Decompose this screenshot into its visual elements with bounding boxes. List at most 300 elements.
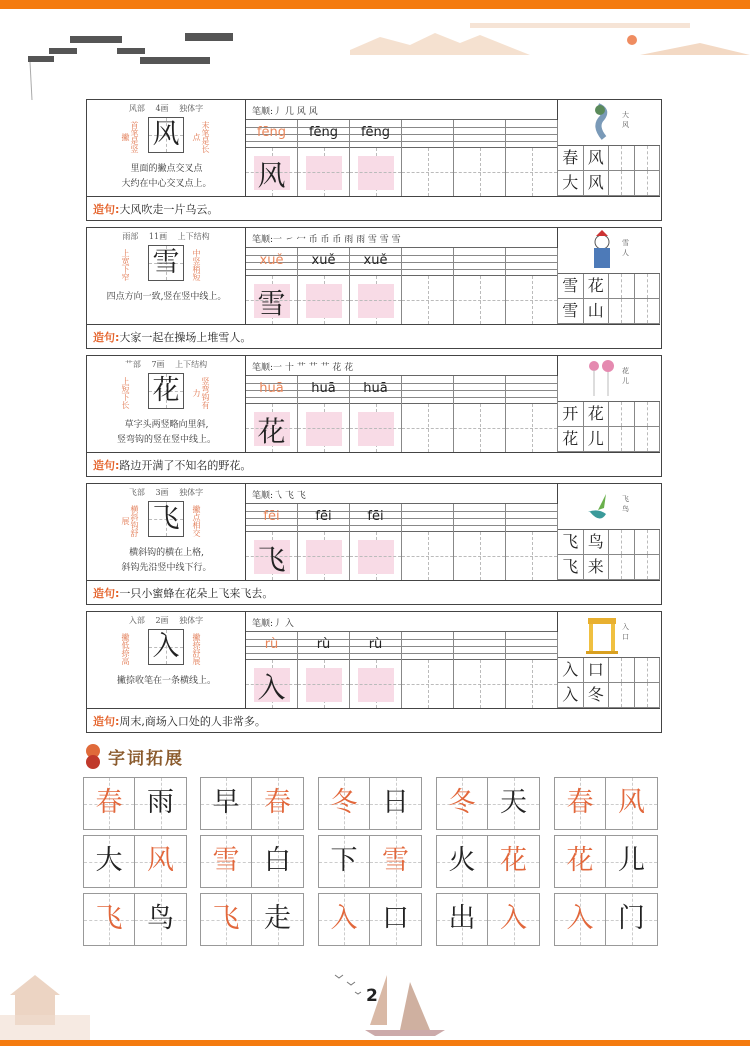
illustration — [558, 356, 660, 402]
writing-cell[interactable] — [350, 660, 402, 708]
word-pair-character — [135, 836, 186, 887]
bottom-bar — [0, 1040, 750, 1046]
word-grid-cell[interactable] — [635, 555, 661, 580]
writing-cell[interactable] — [350, 276, 402, 324]
pinyin-cell[interactable]: rù — [298, 632, 350, 660]
character-card — [86, 355, 662, 477]
word-pair — [554, 835, 658, 888]
trace-character: 入 — [257, 671, 286, 704]
writing-cell[interactable] — [402, 404, 454, 452]
word-grid-cell: 大 — [558, 171, 584, 196]
word-grid-cell[interactable] — [635, 171, 661, 196]
word-grid-cell: 飞 — [558, 530, 584, 555]
word-grid-cell[interactable] — [609, 555, 635, 580]
writing-cell[interactable] — [402, 148, 454, 196]
word-pair — [83, 835, 187, 888]
character: 出 — [448, 903, 476, 934]
stroke-order-sequence: 一 十 艹 艹 艹 花 花 — [273, 363, 354, 373]
word-grid-cell: 花 — [558, 427, 584, 452]
top-bar — [0, 0, 750, 9]
trace-guide — [306, 412, 342, 446]
trace-guide — [358, 540, 394, 574]
word-pair-character — [437, 836, 488, 887]
character: 入 — [500, 903, 527, 934]
character: 门 — [618, 903, 645, 934]
illustration-label: 雪人 — [622, 239, 629, 257]
trace-guide — [306, 156, 342, 190]
pinyin-cell — [402, 120, 454, 148]
stroke-order — [246, 612, 557, 632]
word-pair — [436, 893, 540, 946]
character: 冬 — [330, 787, 358, 818]
writing-cell[interactable] — [298, 404, 350, 452]
word-grid-cell: 山 — [584, 299, 610, 324]
word-grid-cell[interactable] — [609, 658, 635, 683]
pinyin-cell[interactable]: fēng — [298, 120, 350, 148]
word-pair-character — [319, 836, 370, 887]
character-info-panel — [87, 228, 246, 324]
pinyin-cell[interactable]: fēng — [246, 120, 298, 148]
character: 花 — [566, 845, 594, 876]
pinyin-cell[interactable]: huā — [298, 376, 350, 404]
writing-cell[interactable] — [246, 660, 298, 708]
word-grid-cell: 鸟 — [584, 530, 610, 555]
pinyin-cell — [454, 248, 506, 276]
example-sentence — [87, 452, 660, 476]
trace-character: 飞 — [257, 543, 286, 576]
stroke-order-sequence: 丿 几 风 风 — [273, 107, 318, 117]
character: 雨 — [147, 787, 174, 818]
stroke-order-sequence: 一 ㇀ 冖 币 币 币 雨 雨 雪 雪 雪 — [273, 235, 401, 245]
pinyin-row — [246, 504, 558, 532]
example-sentence — [87, 708, 660, 732]
right-writing-tip: 中竖稍短 — [192, 249, 201, 281]
word-pair-character — [252, 836, 303, 887]
writing-cell[interactable] — [350, 532, 402, 580]
sentence-text: 路边开满了不知名的野花。 — [119, 459, 252, 472]
left-writing-tip: 上宽下窄 — [121, 249, 130, 281]
pinyin-cell — [506, 376, 558, 404]
character-card — [86, 611, 662, 733]
left-writing-tip: 撇低捺高 — [121, 633, 130, 665]
character: 春 — [566, 787, 594, 818]
sentence-label: 造句: — [93, 459, 120, 472]
word-grid-cell[interactable] — [635, 683, 661, 708]
writing-tip-line: 草字头两竖略向里斜, — [124, 420, 209, 430]
illustration — [558, 484, 660, 530]
trace-guide — [306, 284, 342, 318]
eaves-decoration — [25, 30, 235, 105]
word-pair — [318, 777, 422, 830]
illustration — [558, 228, 660, 274]
word-grid-cell: 花 — [584, 402, 610, 427]
word-grid-cell: 雪 — [558, 274, 584, 299]
word-grid-cell: 口 — [584, 658, 610, 683]
stroke-order-label: 笔顺: — [252, 619, 274, 629]
writing-tip — [87, 418, 246, 448]
example-sentence — [87, 580, 660, 604]
right-writing-tip: 撇捺舒展 — [192, 633, 201, 665]
writing-tip — [87, 162, 246, 192]
word-pair — [200, 777, 304, 830]
word-panel — [558, 612, 660, 708]
word-pair-character — [135, 894, 186, 945]
character: 花 — [500, 845, 527, 876]
writing-cell[interactable] — [402, 660, 454, 708]
word-pair-character — [555, 894, 606, 945]
word-grid-cell[interactable] — [609, 402, 635, 427]
word-pair — [83, 777, 187, 830]
word-grid-cell[interactable] — [635, 658, 661, 683]
word-pair — [436, 777, 540, 830]
trace-guide — [358, 412, 394, 446]
character: 下 — [330, 845, 358, 876]
illustration-label: 飞鸟 — [622, 495, 629, 513]
writing-cell[interactable] — [506, 276, 558, 324]
character: 白 — [264, 845, 291, 876]
word-pair-character — [252, 894, 303, 945]
trace-guide — [306, 668, 342, 702]
trace-guide — [358, 668, 394, 702]
word-pair-character — [84, 836, 135, 887]
pinyin-cell[interactable]: fēi — [298, 504, 350, 532]
pinyin-cell[interactable]: xuě — [350, 248, 402, 276]
illustration-label: 花儿 — [622, 367, 629, 385]
character: 儿 — [618, 845, 645, 876]
sentence-label: 造句: — [93, 587, 120, 600]
writing-cell[interactable] — [298, 276, 350, 324]
writing-cell[interactable] — [246, 148, 298, 196]
word-grid-cell: 雪 — [558, 299, 584, 324]
writing-cell[interactable] — [402, 532, 454, 580]
word-grid-cell[interactable] — [635, 274, 661, 299]
practice-panel — [246, 228, 558, 324]
character-model-box — [148, 245, 184, 281]
word-pair-character — [555, 778, 606, 829]
left-writing-tip: 首笔是竖撇 — [121, 121, 139, 153]
word-grid-cell: 飞 — [558, 555, 584, 580]
word-pair-character — [84, 778, 135, 829]
character: 春 — [95, 787, 123, 818]
pinyin-cell — [506, 632, 558, 660]
word-panel — [558, 228, 660, 324]
word-panel — [558, 484, 660, 580]
practice-panel — [246, 484, 558, 580]
word-grid-cell[interactable] — [635, 402, 661, 427]
radical-strokes-structure: 风部 4画 独体字 — [128, 104, 204, 113]
word-pair-character — [201, 894, 252, 945]
pinyin-cell — [402, 632, 454, 660]
sentence-label: 造句: — [93, 203, 120, 216]
stroke-order-label: 笔顺: — [252, 363, 274, 373]
model-character: 花 — [152, 375, 180, 406]
sentence-text: 周末,商场入口处的人非常多。 — [119, 715, 266, 728]
word-pair — [436, 835, 540, 888]
word-pair-character — [488, 894, 539, 945]
writing-tip-line: 四点方向一致,竖在竖中线上。 — [106, 292, 227, 302]
right-writing-tip: 撇点相交 — [192, 505, 201, 537]
character-model-box — [148, 117, 184, 153]
pinyin-cell[interactable]: fēng — [350, 120, 402, 148]
pinyin-row — [246, 248, 558, 276]
word-grid-cell[interactable] — [635, 530, 661, 555]
page-number: 2 — [366, 986, 378, 1006]
sentence-text: 一只小蜜蜂在花朵上飞来飞去。 — [119, 587, 274, 600]
word-grid-cell[interactable] — [635, 299, 661, 324]
pinyin-cell — [402, 248, 454, 276]
pinyin-cell — [506, 504, 558, 532]
writing-cell[interactable] — [246, 532, 298, 580]
word-pair-character — [606, 894, 657, 945]
character: 大 — [95, 845, 123, 876]
character: 风 — [147, 845, 174, 876]
word-pair-character — [319, 894, 370, 945]
word-pair-character — [370, 836, 421, 887]
character-info-panel — [87, 356, 246, 452]
writing-cell[interactable] — [298, 148, 350, 196]
pinyin-cell — [454, 632, 506, 660]
writing-tip — [87, 546, 246, 576]
writing-cell[interactable] — [298, 660, 350, 708]
character: 飞 — [95, 903, 123, 934]
pinyin-cell[interactable]: huā — [350, 376, 402, 404]
trace-guide — [358, 156, 394, 190]
stroke-order — [246, 484, 557, 504]
writing-tip-line: 横斜钩的横在上格, — [129, 548, 204, 558]
writing-tip-line: 斜钩先沿竖中线下行。 — [121, 563, 212, 573]
word-grid-cell[interactable] — [609, 530, 635, 555]
word-grid-cell: 花 — [584, 274, 610, 299]
character: 鸟 — [147, 903, 174, 934]
trace-character: 雪 — [257, 287, 286, 320]
snowman-icon — [558, 228, 620, 274]
pinyin-cell — [506, 120, 558, 148]
character-model-box — [148, 501, 184, 537]
pinyin-cell[interactable]: xuě — [298, 248, 350, 276]
sentence-label: 造句: — [93, 331, 120, 344]
word-pair-character — [488, 778, 539, 829]
trace-guide — [306, 540, 342, 574]
pinyin-cell[interactable]: fēi — [246, 504, 298, 532]
writing-cell[interactable] — [506, 148, 558, 196]
pinyin-row — [246, 120, 558, 148]
flower-icon — [558, 356, 620, 402]
pinyin-cell[interactable]: rù — [246, 632, 298, 660]
word-pair — [200, 893, 304, 946]
writing-cell[interactable] — [454, 276, 506, 324]
pinyin-cell[interactable]: rù — [350, 632, 402, 660]
word-grid-cell[interactable] — [609, 683, 635, 708]
word-grid-cell[interactable] — [609, 274, 635, 299]
character-card — [86, 227, 662, 349]
example-sentence — [87, 324, 660, 348]
writing-tip-line: 撇捺收笔在一条横线上。 — [116, 676, 216, 686]
pinyin-cell[interactable]: xuě — [246, 248, 298, 276]
writing-cell[interactable] — [454, 532, 506, 580]
word-pair-character — [201, 836, 252, 887]
word-pair-character — [437, 894, 488, 945]
pinyin-row — [246, 632, 558, 660]
sentence-text: 大风吹走一片乌云。 — [119, 203, 219, 216]
writing-tip — [87, 674, 246, 689]
pinyin-cell — [402, 504, 454, 532]
radical-strokes-structure: 艹部 7画 上下结构 — [124, 360, 208, 369]
character: 早 — [212, 787, 240, 818]
model-character: 飞 — [152, 503, 180, 534]
sentence-text: 大家一起在操场上堆雪人。 — [119, 331, 252, 344]
radical-strokes-structure: 雨部 11画 上下结构 — [122, 232, 210, 241]
character-card — [86, 483, 662, 605]
writing-tip — [87, 290, 246, 305]
character: 春 — [264, 787, 291, 818]
word-grid-cell: 来 — [584, 555, 610, 580]
word-pair-character — [135, 778, 186, 829]
pinyin-cell — [454, 504, 506, 532]
writing-cell[interactable] — [298, 532, 350, 580]
mascot-icon — [82, 742, 104, 770]
stroke-order — [246, 100, 557, 120]
word-grid-cell[interactable] — [635, 146, 661, 171]
writing-cell[interactable] — [454, 148, 506, 196]
word-pair-character — [370, 778, 421, 829]
word-grid-cell[interactable] — [635, 427, 661, 452]
word-grid-cell[interactable] — [609, 299, 635, 324]
pinyin-row — [246, 376, 558, 404]
word-pair — [554, 893, 658, 946]
example-sentence — [87, 196, 660, 220]
character: 天 — [500, 787, 527, 818]
word-pair — [200, 835, 304, 888]
character: 冬 — [448, 787, 476, 818]
stroke-order — [246, 356, 557, 376]
character: 飞 — [212, 903, 240, 934]
writing-cell[interactable] — [506, 660, 558, 708]
writing-cell[interactable] — [506, 404, 558, 452]
wind-icon — [558, 100, 620, 146]
word-panel — [558, 100, 660, 196]
practice-panel — [246, 612, 558, 708]
word-grid-cell[interactable] — [609, 171, 635, 196]
writing-cell[interactable] — [350, 148, 402, 196]
stroke-order-sequence: 乁 飞 飞 — [273, 491, 306, 501]
sentence-label: 造句: — [93, 715, 120, 728]
word-grid-cell: 春 — [558, 146, 584, 171]
word-pair-character — [201, 778, 252, 829]
word-grid-cell: 儿 — [584, 427, 610, 452]
character-info-panel — [87, 484, 246, 580]
character: 火 — [448, 845, 476, 876]
word-panel — [558, 356, 660, 452]
extension-title: 字词拓展 — [108, 749, 184, 769]
writing-cell[interactable] — [402, 276, 454, 324]
writing-cell[interactable] — [246, 404, 298, 452]
word-pair-character — [252, 778, 303, 829]
writing-cell[interactable] — [454, 404, 506, 452]
practice-panel — [246, 100, 558, 196]
character-model-box — [148, 629, 184, 665]
word-pair-character — [488, 836, 539, 887]
left-writing-tip: 上短下长 — [121, 377, 130, 409]
model-character: 风 — [152, 119, 180, 150]
word-grid-cell: 冬 — [584, 683, 610, 708]
right-writing-tip: 竖弯钩有力 — [192, 377, 210, 409]
character: 风 — [618, 787, 645, 818]
mountain-decoration — [340, 15, 750, 75]
pinyin-cell — [454, 376, 506, 404]
pinyin-cell[interactable]: huā — [246, 376, 298, 404]
radical-strokes-structure: 入部 2画 独体字 — [128, 616, 204, 625]
word-pair — [83, 893, 187, 946]
radical-strokes-structure: 飞部 3画 独体字 — [128, 488, 204, 497]
stroke-order-label: 笔顺: — [252, 235, 274, 245]
writing-tip-line: 竖弯钩的竖在竖中线上。 — [116, 435, 216, 445]
writing-cell[interactable] — [246, 276, 298, 324]
stroke-order-label: 笔顺: — [252, 107, 274, 117]
bird-icon — [558, 484, 620, 530]
stroke-order-sequence: 丿 入 — [273, 619, 294, 629]
word-grid-cell[interactable] — [609, 427, 635, 452]
word-grid-cell: 风 — [584, 146, 610, 171]
trace-character: 风 — [257, 159, 286, 192]
word-pair-character — [84, 894, 135, 945]
word-pair — [318, 893, 422, 946]
right-writing-tip: 末笔是长点 — [192, 121, 210, 153]
word-grid-cell: 入 — [558, 683, 584, 708]
character-card — [86, 99, 662, 221]
writing-cell[interactable] — [454, 660, 506, 708]
trace-character: 花 — [257, 415, 286, 448]
writing-cell[interactable] — [506, 532, 558, 580]
pinyin-cell — [402, 376, 454, 404]
stroke-order-label: 笔顺: — [252, 491, 274, 501]
pinyin-cell — [454, 120, 506, 148]
word-pair-character — [606, 836, 657, 887]
character: 走 — [264, 903, 291, 934]
character: 雪 — [382, 845, 409, 876]
word-grid-cell: 开 — [558, 402, 584, 427]
illustration — [558, 100, 660, 146]
pavilion-decoration — [0, 955, 100, 1045]
character-model-box — [148, 373, 184, 409]
writing-tip-line: 里面的撇点交叉点 — [130, 164, 203, 174]
word-pair — [318, 835, 422, 888]
sailboat-decoration — [315, 960, 465, 1040]
pinyin-cell[interactable]: fēi — [350, 504, 402, 532]
word-pair — [554, 777, 658, 830]
model-character: 入 — [152, 631, 180, 662]
character-info-panel — [87, 612, 246, 708]
character: 雪 — [212, 845, 240, 876]
word-grid-cell: 入 — [558, 658, 584, 683]
model-character: 雪 — [152, 247, 180, 278]
character: 入 — [330, 903, 358, 934]
character: 口 — [382, 903, 409, 934]
illustration-label: 入口 — [622, 623, 629, 641]
left-writing-tip: 横斜钩舒展 — [121, 505, 139, 537]
word-pair-character — [606, 778, 657, 829]
word-pair-character — [370, 894, 421, 945]
word-grid-cell[interactable] — [609, 146, 635, 171]
gate-icon — [558, 612, 620, 658]
character: 入 — [566, 903, 594, 934]
word-pair-character — [319, 778, 370, 829]
trace-guide — [358, 284, 394, 318]
character-info-panel — [87, 100, 246, 196]
stroke-order — [246, 228, 557, 248]
word-pair-character — [555, 836, 606, 887]
illustration — [558, 612, 660, 658]
writing-cell[interactable] — [350, 404, 402, 452]
